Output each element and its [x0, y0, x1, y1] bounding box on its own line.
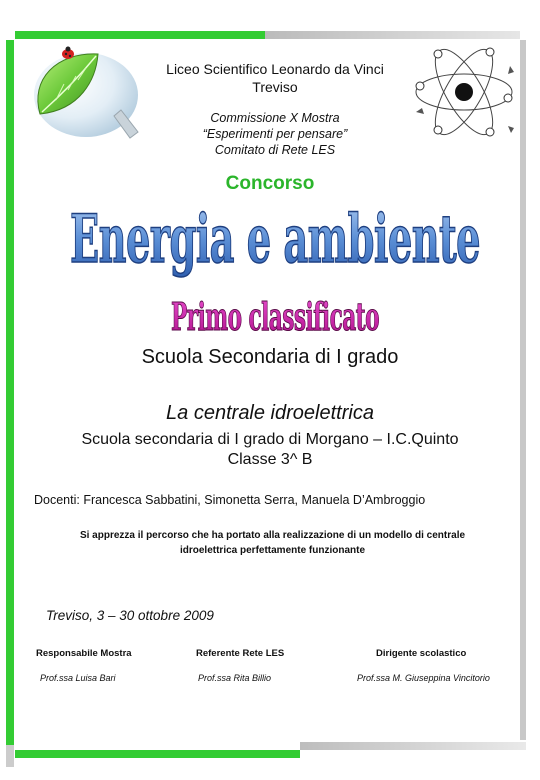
signature-role-2: Referente Rete LES	[196, 648, 285, 659]
right-border-gray	[520, 40, 526, 740]
left-border-gray-corner	[6, 745, 14, 767]
school-block	[40, 430, 500, 470]
school-city: Treviso	[252, 79, 298, 95]
jury-note-line2: idroelettrica perfettamente funzionante	[179, 545, 366, 556]
school-heading	[140, 60, 410, 96]
award-title: Primo classificato	[171, 294, 379, 339]
award-wordart	[168, 292, 382, 338]
leaf-lightbulb-icon	[26, 40, 144, 140]
date-line: Treviso, 3 – 30 ottobre 2009	[46, 608, 214, 623]
atom-icon	[408, 42, 520, 142]
top-border-gray	[265, 31, 520, 39]
signature-name-1: Prof.ssa Luisa Bari	[40, 673, 116, 683]
class-name: Classe 3^ B	[227, 451, 313, 468]
jury-note	[30, 528, 515, 558]
school-name: Liceo Scientifico Leonardo da Vinci	[166, 61, 384, 77]
top-border-green	[15, 31, 265, 39]
contest-title: Energia e ambiente	[70, 200, 480, 278]
signature-name-3: Prof.ssa M. Giuseppina Vincitorio	[357, 673, 490, 683]
committee-block	[140, 110, 410, 158]
contest-label: Concorso	[225, 173, 315, 194]
school-level: Scuola Secondaria di I grado	[141, 346, 399, 368]
winning-school: Scuola secondaria di I grado di Morgano – I.C.Quinto	[81, 431, 459, 448]
jury-note-line1: Si apprezza il percorso che ha portato alla realizzazione di un modello di centrale	[79, 530, 466, 541]
contest-title-wordart	[66, 196, 484, 278]
signature-role-3: Dirigente scolastico	[376, 648, 467, 659]
project-title: La centrale idroelettrica	[166, 402, 374, 424]
committee-line: Commissione X Mostra	[210, 111, 340, 125]
bottom-border-green	[15, 750, 300, 758]
network-line: Comitato di Rete LES	[214, 143, 336, 157]
left-border-green	[6, 40, 14, 745]
signature-role-1: Responsabile Mostra	[36, 648, 132, 659]
exhibit-title: “Esperimenti per pensare”	[202, 127, 348, 141]
bottom-border-gray	[300, 742, 526, 750]
teachers-line: Docenti: Francesca Sabbatini, Simonetta Serra, Manuela D’Ambroggio	[34, 493, 426, 507]
signature-name-2: Prof.ssa Rita Billio	[198, 673, 272, 683]
